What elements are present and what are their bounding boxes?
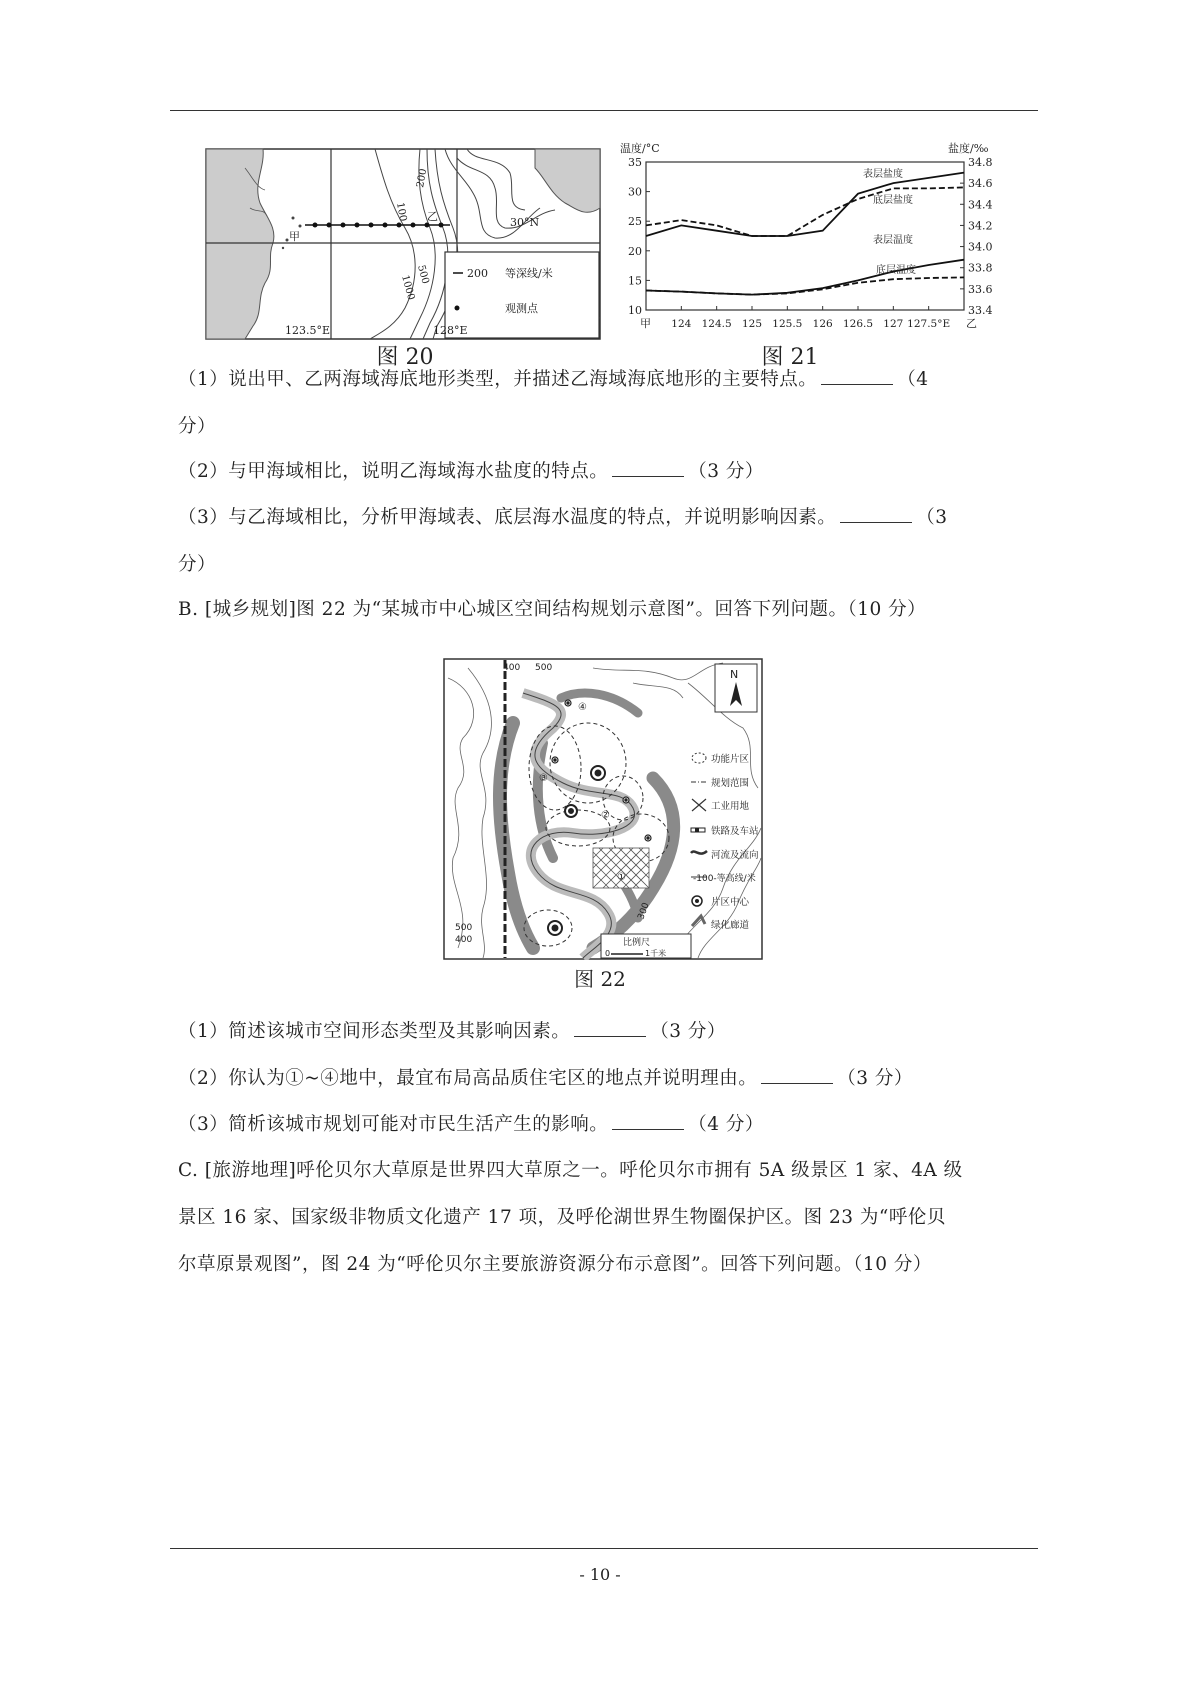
a-q1-text: （1）说出甲、乙两海域海底地形类型，并描述乙海域海底地形的主要特点。 [178,369,818,390]
c-intro-line-1: C. [旅游地理]呼伦贝尔大草原是世界四大草原之一。呼伦贝尔市拥有 5A 级景区 1 家、4A 级 [178,1160,963,1181]
x-tick-label: 127.5°E [907,318,951,330]
b-q1 [178,1008,1038,1055]
b-q1-score: （3 分） [650,1021,726,1042]
c-intro-line-3: 尔草原景观图”，图 24 为“呼伦贝尔主要旅游资源分布示意图”。回答下列问题。（10 分） [178,1254,932,1275]
figure-20-map [205,148,601,341]
footer-rule [170,1548,1038,1549]
header-rule [170,110,1038,111]
x-tick-label: 126.5 [842,318,874,330]
a-q1-score: （4 [897,369,929,390]
place-1: ① [617,872,626,883]
b-q3 [178,1101,1038,1148]
a-q2-score: （3 分） [688,461,764,482]
right-tick-label: 33.8 [968,261,993,275]
right-tick-label: 34.0 [968,240,993,254]
a-q3-tail: 分） [178,554,217,575]
a-q2-text: （2）与甲海域相比，说明乙海域海水盐度的特点。 [178,461,609,482]
left-tick-label: 35 [628,156,642,169]
figure-22-caption: 图 22 [574,967,626,991]
x-tick-label: 126 [812,318,833,330]
b-q2-score: （3 分） [837,1068,913,1089]
contour-300: 300 [636,901,652,922]
north-label: N [730,668,739,681]
contour-400-bottom: 400 [455,935,473,945]
left-tick-label: 20 [628,244,642,258]
right-tick-label: 34.6 [968,177,993,191]
contour-200-label: 200 [415,167,430,189]
series-label-surface-temp: 表层温度 [873,235,913,246]
answer-blank[interactable] [612,1111,684,1130]
figure-21-caption: 图 21 [761,345,819,370]
answer-blank[interactable] [840,504,912,523]
legend-river-flow: 河流及流向 [711,850,759,861]
left-tick-label: 10 [628,304,642,317]
label-128e: 128°E [433,324,468,337]
answer-blank[interactable] [612,458,684,477]
right-tick-label: 34.8 [968,156,993,169]
legend-railway-station: 铁路及车站 [711,826,759,837]
answer-blank[interactable] [761,1065,833,1084]
label-yi: 乙 [427,210,438,223]
c-intro-line-2: 景区 16 家、国家级非物质文化遗产 17 项，及呼伦湖世界生物圈保护区。图 23 为“呼伦贝 [178,1207,946,1228]
label-jia: 甲 [289,230,300,243]
contour-400-top: 400 [503,663,521,673]
legend-depth-text: 等深线/米 [505,267,553,280]
contour-500-top: 500 [535,663,553,673]
figure-21-chart [618,140,1008,340]
a-q3-score: （3 [916,507,948,528]
label-123-5e: 123.5°E [285,324,331,337]
scale-title: 比例尺 [623,938,651,948]
x-tick-label: 127 [883,318,904,330]
a-q1 [178,356,1038,450]
legend-zone-center: 片区中心 [711,897,750,908]
legend-observation-point: 观测点 [505,302,538,315]
x-tick-label: 125.5 [772,318,803,330]
b-q3-text: （3）简析该城市规划可能对市民生活产生的影响。 [178,1114,609,1135]
contour-500-bottom: 500 [455,923,473,933]
legend-industrial-land: 工业用地 [711,801,750,812]
contour-500-label: 500 [415,263,431,286]
x-end-label: 乙 [966,317,977,330]
scale-zero: 0 [605,949,611,958]
label-30n: 30°N [510,216,540,229]
left-tick-label: 25 [628,215,642,229]
legend-contour: -100-等高线/米 [693,874,756,884]
series-label-bottom-salinity: 底层盐度 [873,195,913,206]
a-q3 [178,494,1038,588]
b-q2 [178,1055,1038,1102]
left-tick-label: 15 [628,274,642,288]
b-q2-text: （2）你认为①~④地中，最宜布局高品质住宅区的地点并说明理由。 [178,1068,758,1089]
answer-blank[interactable] [821,366,893,385]
left-axis-label: 温度/°C [620,142,660,155]
legend-planning-scope: 规划范围 [711,778,750,789]
b-q3-score: （4 分） [688,1114,764,1135]
series-label-surface-salinity: 表层盐度 [863,169,903,180]
place-2: ② [601,810,610,821]
series-label-bottom-temp: 底层温度 [876,265,916,276]
right-axis-label: 盐度/‰ [948,142,989,155]
right-tick-label: 34.4 [968,198,993,212]
x-tick-label: 124.5 [701,318,732,330]
right-tick-label: 33.4 [968,304,993,317]
left-tick-label: 30 [628,185,642,199]
a-q2 [178,448,1038,495]
figure-22-map [443,658,763,960]
scale-unit: 1千米 [645,949,667,958]
b-intro: B. [城乡规划]图 22 为“某城市中心城区空间结构规划示意图”。回答下列问题。（10 分） [178,599,927,620]
a-q1-tail: 分） [178,416,217,437]
legend-green-corridor: 绿化廊道 [711,920,750,931]
place-3: ③ [539,773,548,784]
a-q3-text: （3）与乙海域相比，分析甲海域表、底层海水温度的特点，并说明影响因素。 [178,507,837,528]
legend-functional-zone: 功能片区 [711,754,750,765]
right-tick-label: 34.2 [968,219,993,233]
answer-blank[interactable] [574,1018,646,1037]
right-tick-label: 33.6 [968,282,993,296]
b-q1-text: （1）简述该城市空间形态类型及其影响因素。 [178,1021,571,1042]
x-start-label: 甲 [640,317,651,330]
place-4: ④ [578,702,587,713]
x-tick-label: 125 [741,318,763,330]
legend-depth-value: 200 [467,267,488,280]
contour-1000-label: 1000 [399,273,417,302]
figure-20-caption: 图 20 [376,345,434,370]
c-intro [178,1147,1038,1288]
x-tick-label: 124 [671,318,692,330]
page-number: - 10 - [579,1565,621,1584]
contour-100-label: 100 [394,201,409,223]
